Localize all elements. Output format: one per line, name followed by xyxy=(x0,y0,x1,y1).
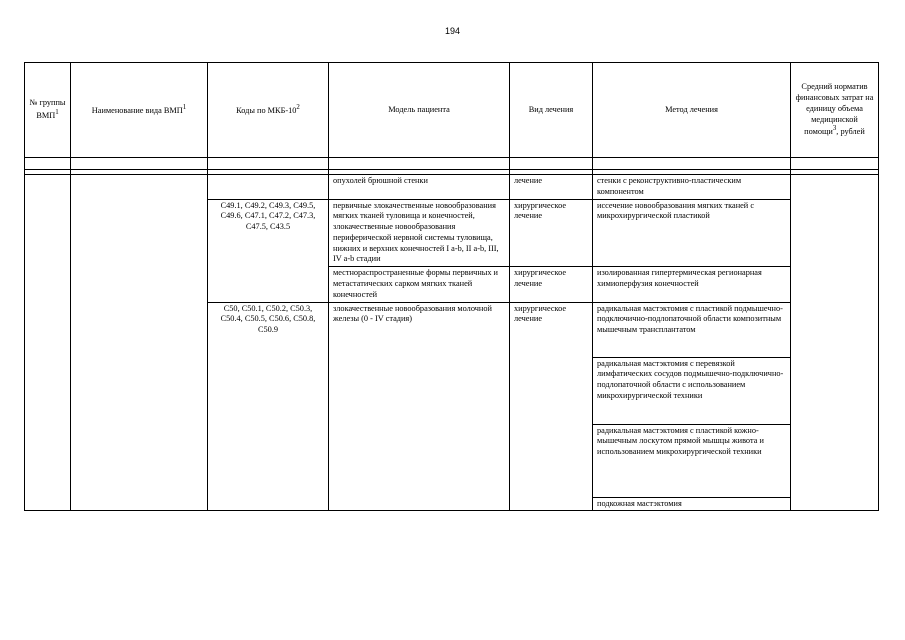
type-cell: хирургическое лечение xyxy=(510,267,593,302)
codes-cell xyxy=(208,175,329,200)
type-cell: лечение xyxy=(510,175,593,200)
column-number-row xyxy=(25,158,879,170)
header-name: Наименование вида ВМП$^1$ xyxy=(71,63,208,158)
header-model: Модель пациента xyxy=(329,63,510,158)
model-cell: первичные злокачественные новообразования мягких тканей туловища и конечностей, злокачественные новообразования периферической нервной системы туловища, нижних и верхних конечностей I a-b, II a-b, III, IV a-b стадии xyxy=(329,199,510,267)
method-cell: стенки с реконструктивно-пластическим компонентом xyxy=(593,175,791,200)
header-group: № группы ВМП$^1$ xyxy=(25,63,71,158)
cost-cell xyxy=(791,175,879,511)
model-cell: опухолей брюшной стенки xyxy=(329,175,510,200)
model-cell: местнораспространенные формы первичных и метастатических сарком мягких тканей конечностей xyxy=(329,267,510,302)
header-type: Вид лечения xyxy=(510,63,593,158)
header-cost: Средний норматив финансовых затрат на единицу объема медицинской помощи$^3$, рублей xyxy=(791,63,879,158)
method-cell: иссечение новообразования мягких тканей с микрохирургической пластикой xyxy=(593,199,791,267)
group-cell xyxy=(25,175,71,511)
name-cell xyxy=(71,175,208,511)
method-cell: радикальная мастэктомия с пластикой подмышечно-подключично-подлопаточной области композитным мышечным трансплантатом xyxy=(593,302,791,357)
table-row xyxy=(25,175,879,200)
vmp-table xyxy=(24,62,879,511)
page-number: 194 xyxy=(444,26,461,36)
header-method: Метод лечения xyxy=(593,63,791,158)
type-cell: хирургическое лечение xyxy=(510,302,593,511)
method-cell: радикальная мастэктомия с перевязкой лимфатических сосудов подмышечно-подключично-подлопаточной области с использованием микрохирургической техники xyxy=(593,357,791,424)
header-codes: Коды по МКБ-$10^2$ xyxy=(208,63,329,158)
codes-cell: C49.1, C49.2, C49.3, C49.5, C49.6, C47.1, C47.2, C47.3, C47.5, C43.5 xyxy=(208,199,329,302)
header-row xyxy=(25,63,879,158)
model-cell: злокачественные новообразования молочной железы (0 - IV стадия) xyxy=(329,302,510,511)
codes-cell: C50, C50.1, C50.2, C50.3, C50.4, C50.5, C50.6, C50.8, C50.9 xyxy=(208,302,329,511)
method-cell: подкожная мастэктомия xyxy=(593,497,791,511)
method-cell: радикальная мастэктомия с пластикой кожно-мышечным лоскутом прямой мышцы живота и использованием микрохирургической техники xyxy=(593,424,791,497)
type-cell: хирургическое лечение xyxy=(510,199,593,267)
method-cell: изолированная гипертермическая регионарная химиоперфузия конечностей xyxy=(593,267,791,302)
